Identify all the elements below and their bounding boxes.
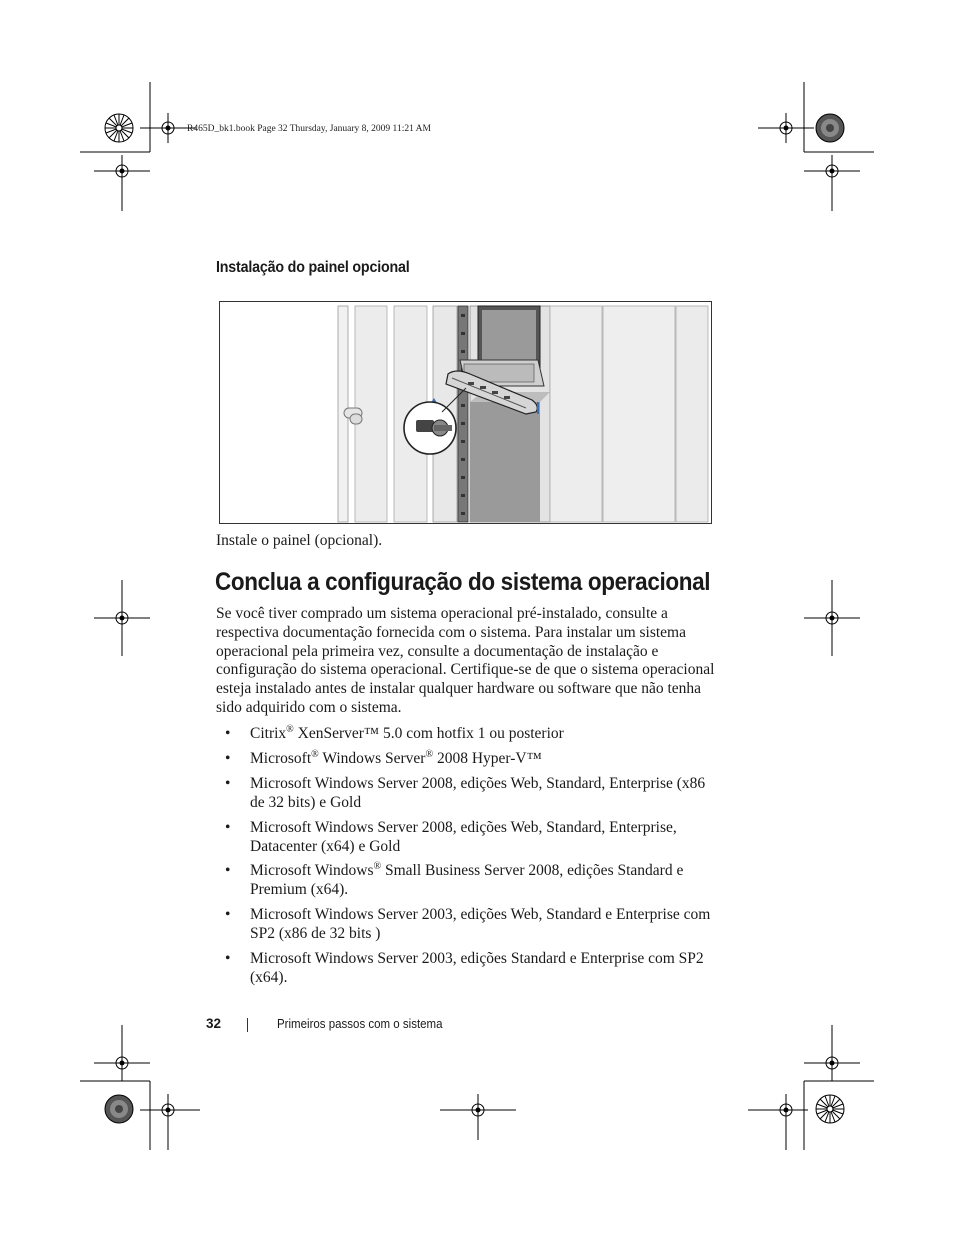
registered-mark: ® xyxy=(311,748,319,760)
list-item xyxy=(216,724,716,743)
list-item-text: Citrix xyxy=(250,725,287,742)
list-item-text: Microsoft Windows Server 2008, edições Web, Standard, Enterprise, Datacenter (x64) e Gold xyxy=(250,819,677,855)
list-item xyxy=(216,905,716,943)
intro-paragraph: Se você tiver comprado um sistema operacional pré-instalado, consulte a respectiva documentação fornecida com o sistema. Para instalar um sistema operacional pela primeira vez, consulte a documentação de instalação e configuração do sistema operacional. Certifique-se de que o sistema operacional esteja instalado antes de instalar qualquer hardware ou software que não tenha sido adquirido com o sistema. xyxy=(216,605,715,716)
rosette-mark-icon xyxy=(104,1094,134,1124)
bullet-icon: • xyxy=(225,906,231,923)
bezel-illustration-figure xyxy=(219,301,712,524)
registered-mark: ® xyxy=(425,748,434,760)
bullet-icon: • xyxy=(225,862,231,879)
list-item-text: Microsoft Windows Server 2003, edições Standard e Enterprise com SP2 (x64). xyxy=(250,950,704,986)
rosette-mark-icon xyxy=(104,113,134,143)
page-number: 32 xyxy=(206,1016,222,1031)
list-item-text: Small Business Server 2008, edições Standard e Premium (x64). xyxy=(250,862,684,898)
list-item-text: Microsoft Windows Server 2008, edições Web, Standard, Enterprise (x86 de 32 bits) e Gold xyxy=(250,775,706,811)
list-item-text: XenServer™ 5.0 com hotfix 1 ou posterior xyxy=(293,725,564,742)
print-slug: R465D_bk1.book Page 32 Thursday, January 8, 2009 11:21 AM xyxy=(187,124,431,134)
figure-caption: Instale o painel (opcional). xyxy=(216,532,383,549)
running-footer-title: Primeiros passos com o sistema xyxy=(277,1017,443,1031)
list-item-text: Microsoft Windows xyxy=(250,862,374,879)
rack-bezel-illustration xyxy=(220,302,712,524)
bullet-icon: • xyxy=(225,725,231,742)
registered-mark: ® xyxy=(286,723,294,735)
registered-mark: ® xyxy=(373,860,382,872)
list-item-text: Microsoft Windows Server 2003, edições Web, Standard e Enterprise com SP2 (x86 de 32 bits ) xyxy=(250,906,711,942)
section-heading: Instalação do painel opcional xyxy=(216,259,410,276)
bullet-icon: • xyxy=(225,950,231,967)
rosette-mark-icon xyxy=(815,1094,845,1124)
bullet-icon: • xyxy=(225,775,231,792)
bullet-icon: • xyxy=(225,750,231,767)
list-item xyxy=(216,774,716,812)
list-item-text: 2008 Hyper-V™ xyxy=(433,750,542,767)
list-item xyxy=(216,818,716,856)
bullet-icon: • xyxy=(225,819,231,836)
list-item-text: Windows Server xyxy=(318,750,426,767)
list-item xyxy=(216,949,716,987)
main-heading: Conclua a configuração do sistema operacional xyxy=(215,568,711,596)
list-item xyxy=(216,749,716,768)
footer-divider xyxy=(247,1018,248,1032)
list-item-text: Microsoft xyxy=(250,750,312,767)
rosette-mark-icon xyxy=(815,113,845,143)
list-item xyxy=(216,861,716,899)
